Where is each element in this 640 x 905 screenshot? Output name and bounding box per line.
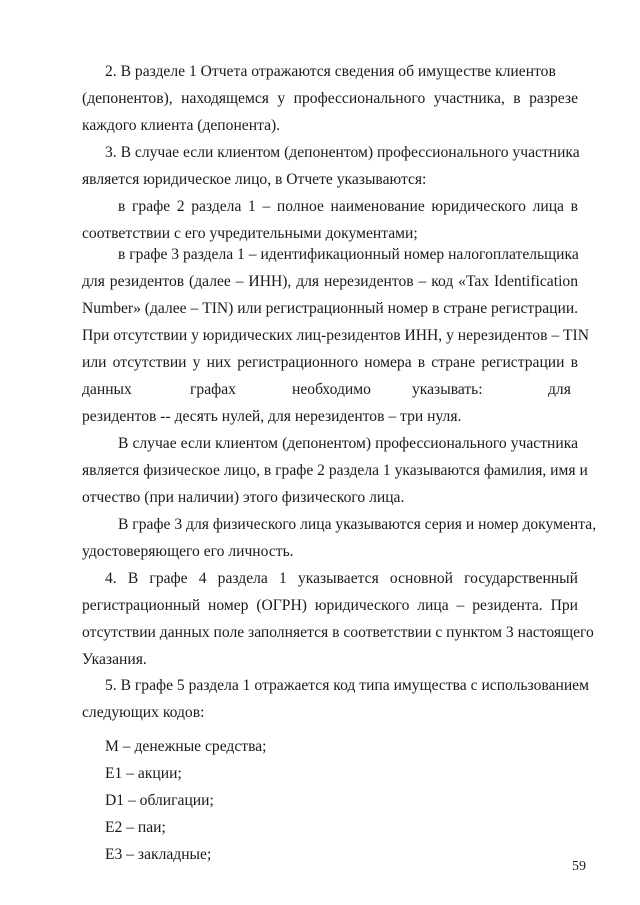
text-line: (депонентов), находящемся у профессионального участника, в разрезе bbox=[82, 90, 578, 107]
text-line: 5. В графе 5 раздела 1 отражается код типа имущества с использованием bbox=[105, 677, 589, 694]
text-word: для bbox=[548, 381, 571, 398]
list-item: Е3 – закладные; bbox=[105, 846, 212, 863]
text-line: 4. В графе 4 раздела 1 указывается основной государственный bbox=[105, 570, 578, 587]
text-line: в графе 3 раздела 1 – идентификационный номер налогоплательщика bbox=[118, 246, 579, 263]
text-line: 3. В случае если клиентом (депонентом) профессионального участника bbox=[105, 144, 580, 161]
text-word: графах bbox=[190, 381, 236, 398]
text-line: соответствии с его учредительными документами; bbox=[82, 225, 418, 242]
list-item: D1 – облигации; bbox=[105, 792, 214, 809]
text-line: является юридическое лицо, в Отчете указываются: bbox=[82, 171, 427, 188]
text-line: является физическое лицо, в графе 2 раздела 1 указываются фамилия, имя и bbox=[82, 462, 588, 479]
text-line: Указания. bbox=[82, 651, 147, 668]
list-item: Е1 – акции; bbox=[105, 765, 182, 782]
list-item: М – денежные средства; bbox=[105, 738, 267, 755]
text-line: 2. В разделе 1 Отчета отражаются сведения об имуществе клиентов bbox=[105, 63, 556, 80]
page-number: 59 bbox=[572, 859, 586, 874]
text-line: следующих кодов: bbox=[82, 704, 205, 721]
text-line: каждого клиента (депонента). bbox=[82, 117, 281, 134]
text-line: резидентов -- десять нулей, для нерезидентов – три нуля. bbox=[82, 408, 462, 425]
list-item: Е2 – паи; bbox=[105, 819, 166, 836]
text-line: или отсутствии у них регистрационного номера в стране регистрации в bbox=[82, 354, 578, 371]
text-word: данных bbox=[82, 381, 132, 398]
text-line: отчество (при наличии) этого физического лица. bbox=[82, 489, 405, 506]
text-line: Number» (далее – TIN) или регистрационный номер в стране регистрации. bbox=[82, 300, 579, 317]
text-line: для резидентов (далее – ИНН), для нерезидентов – код «Tax Identification bbox=[82, 273, 578, 290]
text-word: необходимо bbox=[292, 381, 371, 398]
text-line: В графе 3 для физического лица указываются серия и номер документа, bbox=[118, 516, 597, 533]
text-line: удостоверяющего его личность. bbox=[82, 543, 294, 560]
text-line: в графе 2 раздела 1 – полное наименование юридического лица в bbox=[118, 198, 578, 215]
text-line: При отсутствии у юридических лиц-резидентов ИНН, у нерезидентов – TIN bbox=[82, 327, 590, 344]
text-word: указывать: bbox=[412, 381, 483, 398]
text-line: регистрационный номер (ОГРН) юридического лица – резидента. При bbox=[82, 597, 578, 614]
text-line: отсутствии данных поле заполняется в соответствии с пунктом 3 настоящего bbox=[82, 624, 594, 641]
text-line: В случае если клиентом (депонентом) профессионального участника bbox=[118, 435, 578, 452]
